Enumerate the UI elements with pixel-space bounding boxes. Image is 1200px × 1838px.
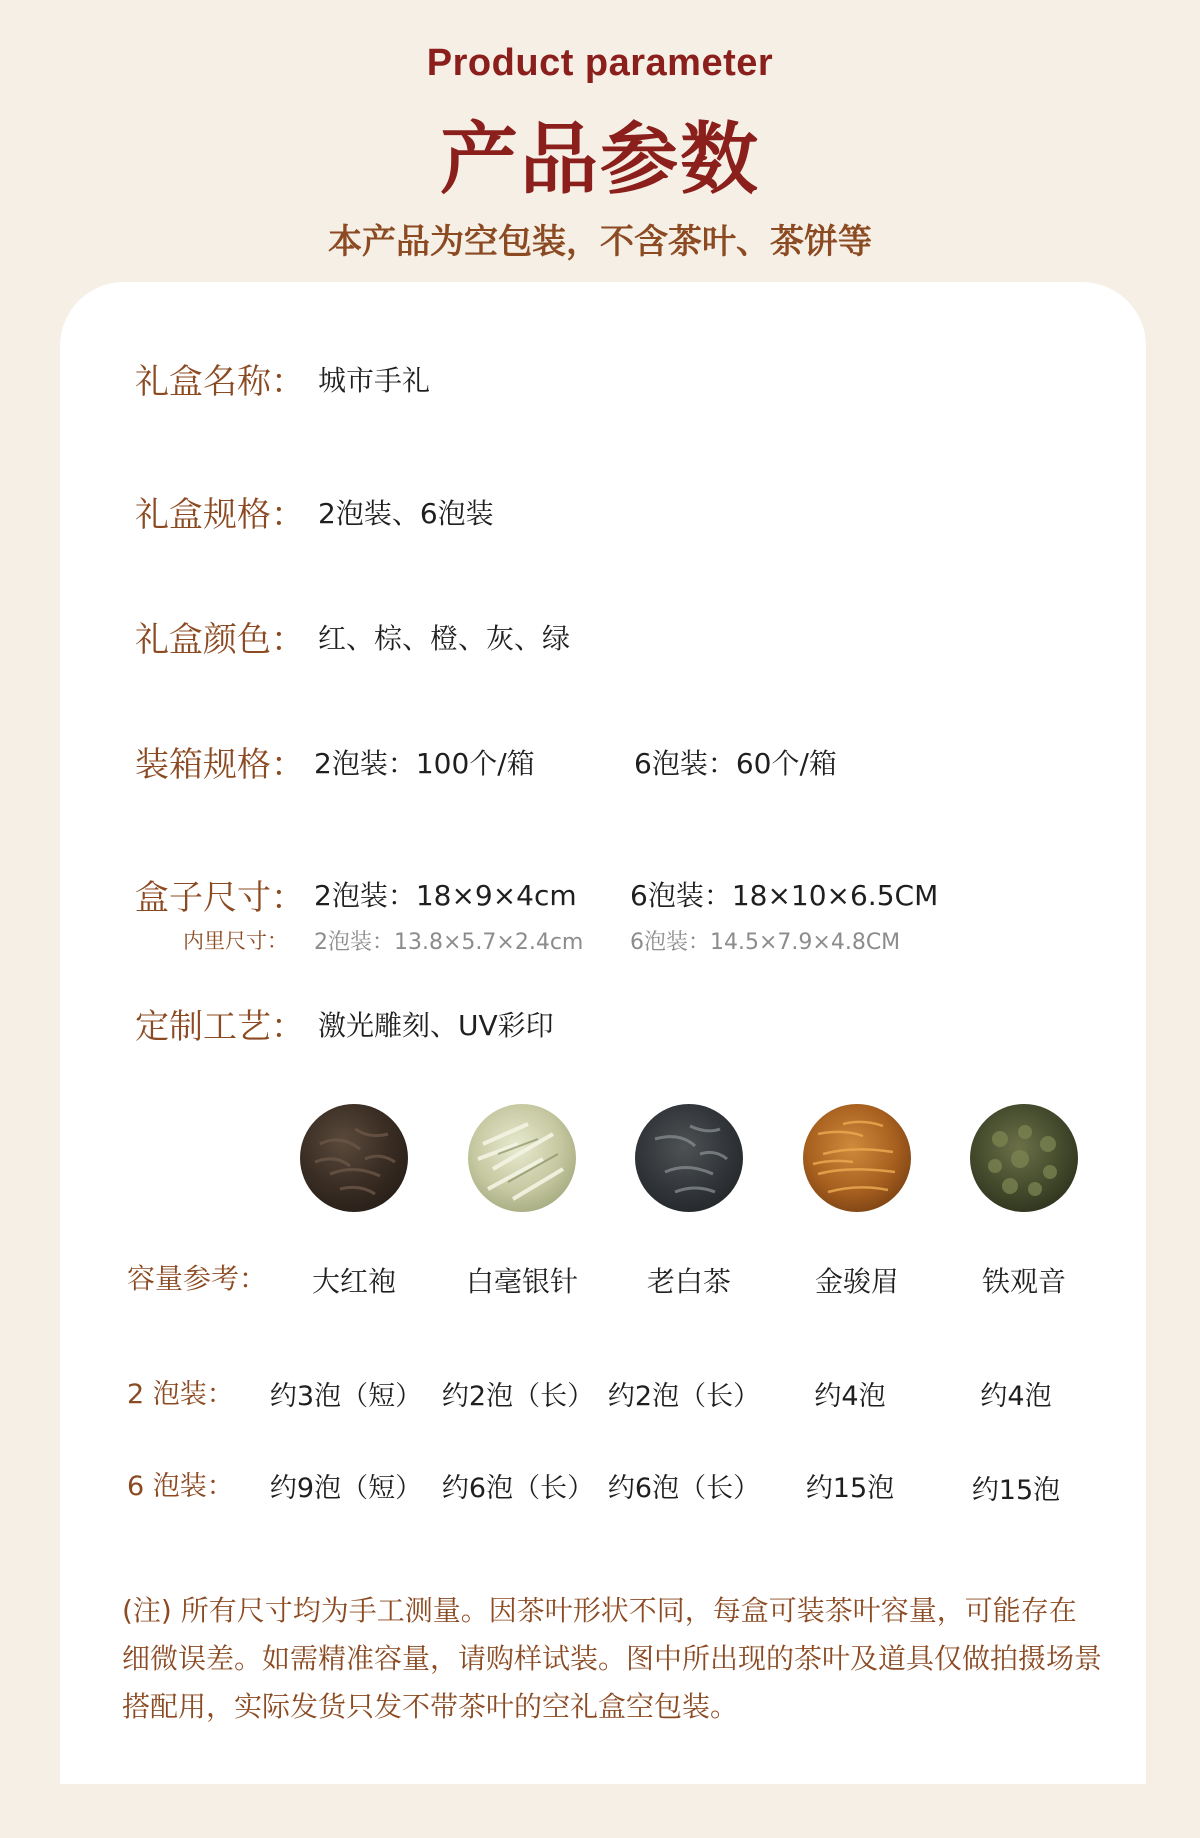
box-size-6-value: 6泡装：18×10×6.5CM — [630, 879, 939, 912]
parameter-card — [60, 282, 1146, 1784]
carton-spec-6-value: 6泡装：60个/箱 — [634, 747, 837, 780]
capacity-2-laobaicha: 约2泡（长） — [607, 1381, 761, 1412]
custom-craft-label: 定制工艺： — [135, 1007, 305, 1047]
gift-box-color-value: 红、棕、橙、灰、绿 — [318, 622, 571, 655]
custom-craft-value: 激光雕刻、UV彩印 — [318, 1009, 554, 1042]
inner-size-6-value: 6泡装：14.5×7.9×4.8CM — [630, 930, 901, 955]
capacity-2-pack-label: 2 泡装： — [127, 1379, 234, 1410]
chinese-title: 产品参数 — [439, 115, 760, 205]
tea-name-baihao-yinzhen: 白毫银针 — [465, 1265, 578, 1298]
jinjunmei-texture — [803, 1104, 911, 1212]
dahongpao-texture — [300, 1104, 408, 1212]
box-size-label: 盒子尺寸： — [135, 878, 305, 918]
tea-name-dahongpao: 大红袍 — [311, 1265, 396, 1298]
capacity-6-jinjunmei: 约15泡 — [805, 1473, 895, 1504]
carton-spec-label: 装箱规格： — [135, 745, 305, 785]
laobaicha-texture — [635, 1104, 743, 1212]
tea-name-tieguanyin: 铁观音 — [981, 1265, 1066, 1298]
tieguanyin-leaf-image — [970, 1104, 1078, 1212]
capacity-6-tieguanyin: 约15泡 — [971, 1475, 1061, 1506]
gift-box-spec-label: 礼盒规格： — [135, 495, 305, 535]
capacity-2-tieguanyin: 约4泡 — [980, 1381, 1052, 1412]
capacity-6-pack-label: 6 泡装： — [127, 1471, 234, 1502]
gift-box-name-label: 礼盒名称： — [135, 362, 305, 402]
capacity-6-baihao-yinzhen: 约6泡（长） — [441, 1473, 595, 1504]
dahongpao-leaf-image — [300, 1104, 408, 1212]
capacity-2-jinjunmei: 约4泡 — [814, 1381, 886, 1412]
tieguanyin-texture — [970, 1104, 1078, 1212]
gift-box-spec-value: 2泡装、6泡装 — [318, 497, 494, 530]
capacity-2-dahongpao: 约3泡（短） — [269, 1381, 423, 1412]
gift-box-color-label: 礼盒颜色： — [135, 620, 305, 660]
gift-box-name-value: 城市手礼 — [318, 364, 431, 397]
capacity-6-laobaicha: 约6泡（长） — [607, 1473, 761, 1504]
inner-size-label: 内里尺寸： — [183, 929, 288, 953]
box-size-2-value: 2泡装：18×9×4cm — [314, 879, 577, 912]
baihao-yinzhen-leaf-image — [468, 1104, 576, 1212]
capacity-6-dahongpao: 约9泡（短） — [269, 1473, 423, 1504]
disclaimer-note: (注) 所有尺寸均为手工测量。因茶叶形状不同，每盒可装茶叶容量，可能存在细微误差。如需精准容量，请购样试装。图中所出现的茶叶及道具仅做拍摄场景搭配用，实际发货只发不带茶叶的空礼盒空包装。 — [122, 1594, 1103, 1723]
tea-name-laobaicha: 老白茶 — [646, 1265, 731, 1298]
capacity-2-baihao-yinzhen: 约2泡（长） — [441, 1381, 595, 1412]
tea-name-jinjunmei: 金骏眉 — [814, 1265, 899, 1298]
baihao-yinzhen-texture — [468, 1104, 576, 1212]
carton-spec-2-value: 2泡装：100个/箱 — [314, 747, 535, 780]
jinjunmei-leaf-image — [803, 1104, 911, 1212]
capacity-reference-label: 容量参考： — [127, 1262, 268, 1295]
english-title: Product parameter — [426, 42, 774, 84]
laobaicha-leaf-image — [635, 1104, 743, 1212]
inner-size-2-value: 2泡装：13.8×5.7×2.4cm — [314, 930, 584, 955]
empty-package-notice: 本产品为空包装，不含茶叶、茶饼等 — [328, 222, 872, 262]
